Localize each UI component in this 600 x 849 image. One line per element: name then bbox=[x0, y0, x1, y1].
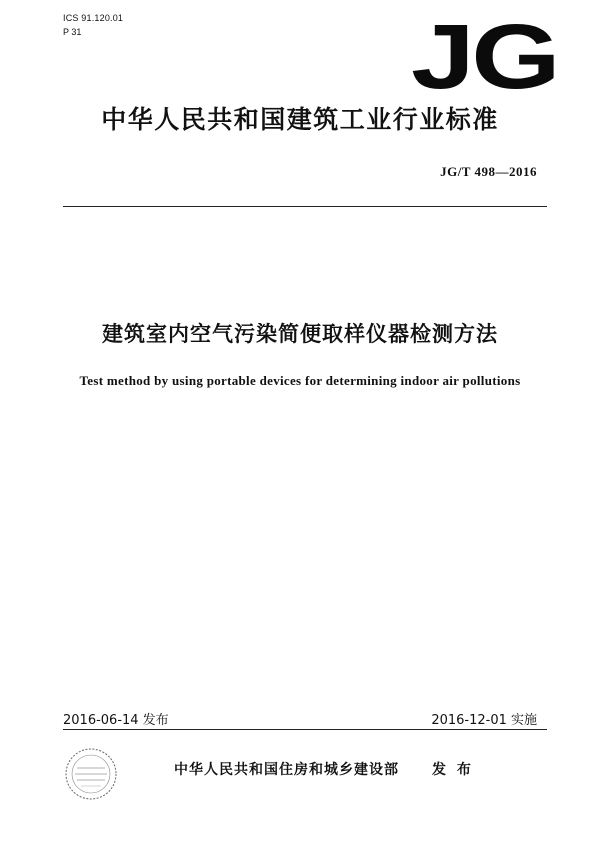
document-title-en: Test method by using portable devices for determining indoor air pollutions bbox=[79, 373, 521, 388]
seal-stamp-icon bbox=[63, 746, 119, 802]
issue-date: 2016-06-14 发布 bbox=[63, 713, 169, 728]
document-title-cn: 建筑室内空气污染简便取样仪器检测方法 bbox=[102, 322, 498, 346]
footer-divider bbox=[63, 729, 547, 730]
standard-code: JG/T 498—2016 bbox=[440, 164, 537, 179]
ccs-code: P 31 bbox=[63, 27, 82, 37]
issuing-authority: 中华人民共和国住房和城乡建设部 bbox=[174, 762, 399, 778]
header-divider bbox=[63, 206, 547, 207]
ics-code: ICS 91.120.01 bbox=[63, 13, 124, 23]
publish-label: 发 布 bbox=[432, 762, 474, 778]
jg-logo: JG bbox=[411, 6, 557, 108]
standard-title: 中华人民共和国建筑工业行业标准 bbox=[101, 105, 499, 134]
implement-date: 2016-12-01 实施 bbox=[431, 713, 537, 728]
